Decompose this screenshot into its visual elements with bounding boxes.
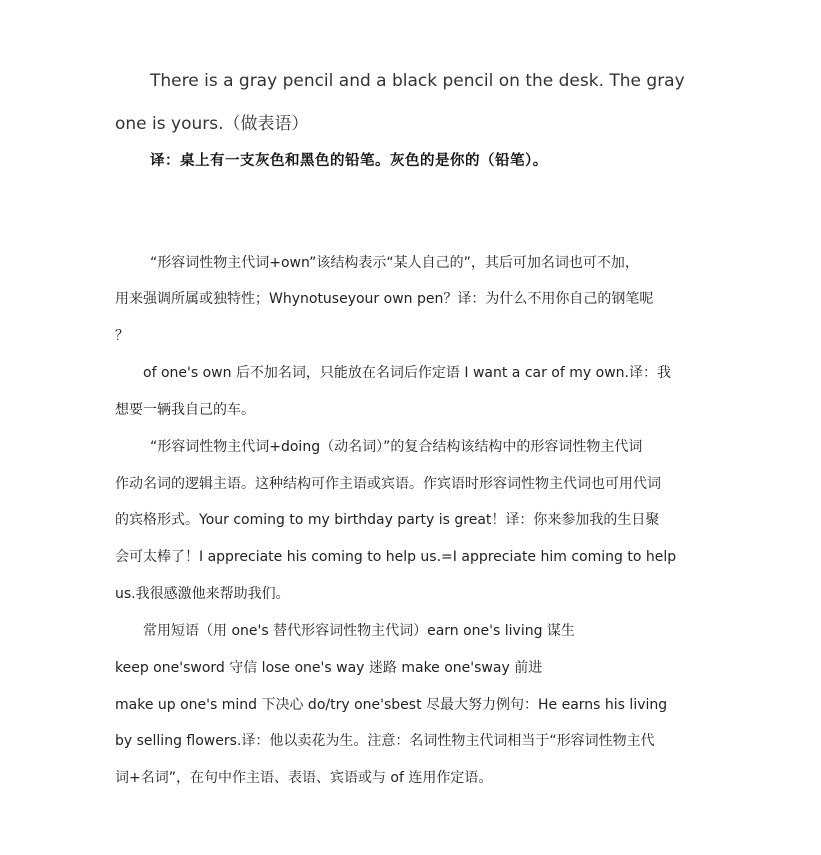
paragraph-doing-line-1: “形容词性物主代词+doing（动名词）”的复合结构该结构中的形容词性物主代词 [150,439,643,455]
phrases-line-1: 常用短语（用 one's 替代形容词性物主代词）earn one's living 谋生 [143,623,575,639]
paragraph-of-ones-own-line-1: of one's own 后不加名词，只能放在名词后作定语 I want a car of my own.译：我 [143,365,671,381]
example-sentence-line-2: one is yours.（做表语） [115,114,309,134]
paragraph-doing-line-5: us.我很感激他来帮助我们。 [115,586,290,602]
translation-line: 译：桌上有一支灰色和黑色的铅笔。灰色的是你的（铅笔）。 [150,152,548,169]
phrases-line-2: keep one'sword 守信 lose one's way 迷路 make one'sway 前进 [115,660,543,676]
paragraph-doing-line-3: 的宾格形式。Your coming to my birthday party is great！译：你来参加我的生日聚 [115,512,660,528]
paragraph-of-ones-own-line-2: 想要一辆我自己的车。 [115,402,255,418]
phrases-line-3: make up one's mind 下决心 do/try one'sbest 尽最大努力例句：He earns his living [115,697,668,713]
phrases-line-4: by selling flowers.译：他以卖花为生。注意：名词性物主代词相当于“形容词性物主代 [115,733,655,749]
example-sentence-line-1: There is a gray pencil and a black pencil on the desk. The gray [150,71,685,91]
paragraph-doing-line-4: 会可太棒了！I appreciate his coming to help us.=I appreciate him coming to help [115,549,677,565]
paragraph-own-line-3: ？ [115,328,129,344]
phrases-line-5: 词+名词”，在句中作主语、表语、宾语或与 of 连用作定语。 [115,770,493,786]
paragraph-doing-line-2: 作动名词的逻辑主语。这种结构可作主语或宾语。作宾语时形容词性物主代词也可用代词 [115,476,661,492]
paragraph-own-line-2: 用来强调所属或独特性；Whynotuseyour own pen？译：为什么不用你自己的钢笔呢 [115,291,654,307]
paragraph-own-line-1: “形容词性物主代词+own”该结构表示“某人自己的”，其后可加名词也可不加， [150,255,639,271]
